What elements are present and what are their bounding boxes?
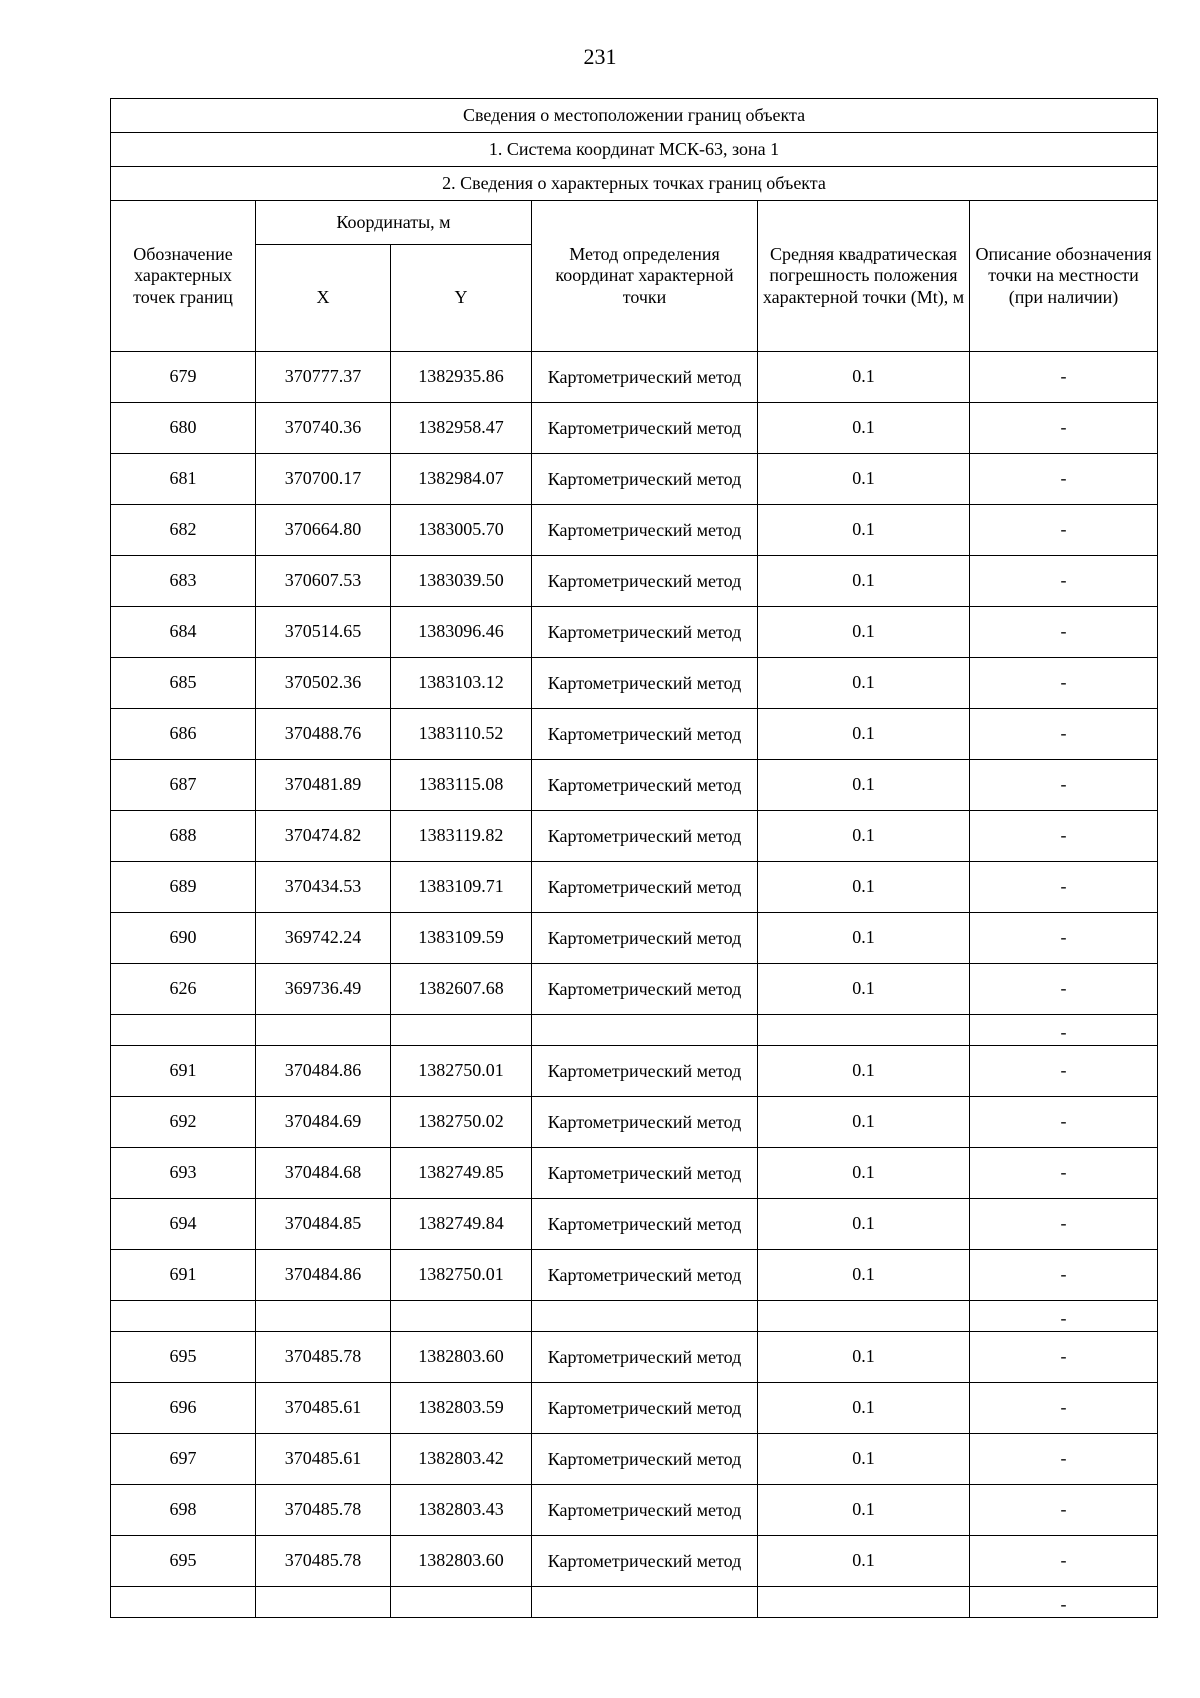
table-row	[111, 964, 1158, 1015]
error-cell: 0.1	[758, 454, 970, 505]
description-cell: -	[970, 556, 1158, 607]
x-coordinate-cell: 370485.61	[256, 1434, 391, 1485]
table-row	[111, 913, 1158, 964]
y-coordinate-cell: 1383096.46	[391, 607, 532, 658]
x-coordinate-cell: 370740.36	[256, 403, 391, 454]
point-cell: 680	[111, 403, 256, 454]
description-cell: -	[970, 607, 1158, 658]
y-coordinate-cell: 1382803.60	[391, 1536, 532, 1587]
y-coordinate-cell: 1382958.47	[391, 403, 532, 454]
description-cell: -	[970, 658, 1158, 709]
method-cell: Картометрический метод	[532, 709, 758, 760]
header-point: Обозначение характерных точек границ	[111, 201, 256, 352]
error-cell: 0.1	[758, 1485, 970, 1536]
y-coordinate-cell: 1382607.68	[391, 964, 532, 1015]
x-coordinate-cell: 370485.78	[256, 1485, 391, 1536]
y-coordinate-cell: 1383109.71	[391, 862, 532, 913]
description-cell: -	[970, 862, 1158, 913]
description-cell: -	[970, 1383, 1158, 1434]
x-coordinate-cell: 370514.65	[256, 607, 391, 658]
y-coordinate-cell: 1382750.01	[391, 1046, 532, 1097]
x-coordinate-cell: 369736.49	[256, 964, 391, 1015]
x-coordinate-cell: 369742.24	[256, 913, 391, 964]
point-cell: 696	[111, 1383, 256, 1434]
x-coordinate-cell	[256, 1587, 391, 1618]
y-coordinate-cell: 1382749.84	[391, 1199, 532, 1250]
error-cell: 0.1	[758, 1046, 970, 1097]
error-cell: 0.1	[758, 1199, 970, 1250]
y-coordinate-cell: 1382984.07	[391, 454, 532, 505]
point-cell: 690	[111, 913, 256, 964]
error-cell: 0.1	[758, 1097, 970, 1148]
method-cell: Картометрический метод	[532, 1250, 758, 1301]
method-cell: Картометрический метод	[532, 1046, 758, 1097]
x-coordinate-cell: 370700.17	[256, 454, 391, 505]
error-cell: 0.1	[758, 709, 970, 760]
description-cell: -	[970, 403, 1158, 454]
point-cell: 687	[111, 760, 256, 811]
y-coordinate-cell: 1383103.12	[391, 658, 532, 709]
table-row	[111, 1434, 1158, 1485]
description-cell: -	[970, 1148, 1158, 1199]
coordinate-system-row: 1. Система координат МСК-63, зона 1	[111, 133, 1158, 167]
description-cell: -	[970, 1434, 1158, 1485]
error-cell: 0.1	[758, 913, 970, 964]
table-body	[111, 352, 1158, 1618]
point-cell	[111, 1587, 256, 1618]
point-cell	[111, 1015, 256, 1046]
error-cell: 0.1	[758, 1383, 970, 1434]
error-cell: 0.1	[758, 352, 970, 403]
x-coordinate-cell: 370484.85	[256, 1199, 391, 1250]
error-cell: 0.1	[758, 1536, 970, 1587]
error-cell: 0.1	[758, 811, 970, 862]
description-cell: -	[970, 505, 1158, 556]
description-cell: -	[970, 1250, 1158, 1301]
table-row	[111, 1148, 1158, 1199]
method-cell	[532, 1015, 758, 1046]
table-row	[111, 1250, 1158, 1301]
x-coordinate-cell: 370664.80	[256, 505, 391, 556]
x-coordinate-cell: 370484.69	[256, 1097, 391, 1148]
description-cell: -	[970, 352, 1158, 403]
y-coordinate-cell: 1383115.08	[391, 760, 532, 811]
method-cell: Картометрический метод	[532, 658, 758, 709]
table-row	[111, 556, 1158, 607]
point-cell: 694	[111, 1199, 256, 1250]
method-cell: Картометрический метод	[532, 1332, 758, 1383]
table-row	[111, 1046, 1158, 1097]
description-cell: -	[970, 1046, 1158, 1097]
y-coordinate-cell: 1382750.01	[391, 1250, 532, 1301]
table-row	[111, 862, 1158, 913]
x-coordinate-cell: 370474.82	[256, 811, 391, 862]
point-cell: 685	[111, 658, 256, 709]
point-cell: 682	[111, 505, 256, 556]
point-cell: 689	[111, 862, 256, 913]
method-cell: Картометрический метод	[532, 352, 758, 403]
error-cell	[758, 1015, 970, 1046]
method-cell: Картометрический метод	[532, 913, 758, 964]
method-cell: Картометрический метод	[532, 1097, 758, 1148]
point-cell	[111, 1301, 256, 1332]
table-separator-row	[111, 1015, 1158, 1046]
point-cell: 697	[111, 1434, 256, 1485]
x-coordinate-cell: 370484.68	[256, 1148, 391, 1199]
description-cell: -	[970, 913, 1158, 964]
point-cell: 698	[111, 1485, 256, 1536]
table-separator-row	[111, 1587, 1158, 1618]
header-x: X	[256, 245, 391, 352]
table-row	[111, 658, 1158, 709]
point-cell: 695	[111, 1536, 256, 1587]
error-cell: 0.1	[758, 862, 970, 913]
description-cell: -	[970, 709, 1158, 760]
x-coordinate-cell: 370502.36	[256, 658, 391, 709]
header-y: Y	[391, 245, 532, 352]
point-cell: 695	[111, 1332, 256, 1383]
x-coordinate-cell: 370481.89	[256, 760, 391, 811]
description-cell: -	[970, 1097, 1158, 1148]
error-cell: 0.1	[758, 1148, 970, 1199]
point-cell: 691	[111, 1250, 256, 1301]
point-cell: 679	[111, 352, 256, 403]
description-cell: -	[970, 1485, 1158, 1536]
x-coordinate-cell: 370484.86	[256, 1046, 391, 1097]
point-cell: 693	[111, 1148, 256, 1199]
description-cell: -	[970, 1199, 1158, 1250]
method-cell: Картометрический метод	[532, 964, 758, 1015]
y-coordinate-cell: 1383039.50	[391, 556, 532, 607]
method-cell: Картометрический метод	[532, 1383, 758, 1434]
point-cell: 692	[111, 1097, 256, 1148]
point-cell: 681	[111, 454, 256, 505]
description-cell: -	[970, 1332, 1158, 1383]
table-row	[111, 1383, 1158, 1434]
description-cell: -	[970, 811, 1158, 862]
table-row	[111, 1536, 1158, 1587]
x-coordinate-cell: 370434.53	[256, 862, 391, 913]
method-cell: Картометрический метод	[532, 1485, 758, 1536]
y-coordinate-cell	[391, 1301, 532, 1332]
point-cell: 683	[111, 556, 256, 607]
x-coordinate-cell: 370607.53	[256, 556, 391, 607]
description-cell: -	[970, 1587, 1158, 1618]
error-cell: 0.1	[758, 607, 970, 658]
method-cell: Картометрический метод	[532, 403, 758, 454]
y-coordinate-cell: 1383005.70	[391, 505, 532, 556]
error-cell: 0.1	[758, 556, 970, 607]
method-cell: Картометрический метод	[532, 1199, 758, 1250]
table-row	[111, 760, 1158, 811]
boundary-coordinates-table	[110, 98, 1158, 1618]
table-row	[111, 1332, 1158, 1383]
y-coordinate-cell	[391, 1587, 532, 1618]
y-coordinate-cell	[391, 1015, 532, 1046]
error-cell: 0.1	[758, 964, 970, 1015]
header-method: Метод определения координат характерной точки	[532, 201, 758, 352]
table-row	[111, 1199, 1158, 1250]
error-cell: 0.1	[758, 505, 970, 556]
page-number: 231	[583, 44, 617, 69]
table-row	[111, 709, 1158, 760]
description-cell: -	[970, 1301, 1158, 1332]
x-coordinate-cell: 370484.86	[256, 1250, 391, 1301]
y-coordinate-cell: 1382749.85	[391, 1148, 532, 1199]
method-cell: Картометрический метод	[532, 1148, 758, 1199]
y-coordinate-cell: 1382803.43	[391, 1485, 532, 1536]
y-coordinate-cell: 1382935.86	[391, 352, 532, 403]
y-coordinate-cell: 1382803.60	[391, 1332, 532, 1383]
x-coordinate-cell: 370488.76	[256, 709, 391, 760]
table-row	[111, 352, 1158, 403]
table-row	[111, 607, 1158, 658]
table-title: Сведения о местоположении границ объекта	[111, 99, 1158, 133]
header-description: Описание обозначения точки на местности (при наличии)	[970, 201, 1158, 352]
error-cell: 0.1	[758, 658, 970, 709]
description-cell: -	[970, 1536, 1158, 1587]
error-cell: 0.1	[758, 1332, 970, 1383]
point-cell: 626	[111, 964, 256, 1015]
table-separator-row	[111, 1301, 1158, 1332]
y-coordinate-cell: 1382803.42	[391, 1434, 532, 1485]
point-cell: 688	[111, 811, 256, 862]
error-cell: 0.1	[758, 760, 970, 811]
method-cell	[532, 1301, 758, 1332]
x-coordinate-cell	[256, 1015, 391, 1046]
description-cell: -	[970, 964, 1158, 1015]
method-cell: Картометрический метод	[532, 1434, 758, 1485]
table-row	[111, 1097, 1158, 1148]
error-cell	[758, 1301, 970, 1332]
description-cell: -	[970, 1015, 1158, 1046]
x-coordinate-cell: 370485.78	[256, 1332, 391, 1383]
point-cell: 691	[111, 1046, 256, 1097]
table-row	[111, 454, 1158, 505]
y-coordinate-cell: 1383109.59	[391, 913, 532, 964]
error-cell	[758, 1587, 970, 1618]
method-cell: Картометрический метод	[532, 454, 758, 505]
x-coordinate-cell: 370485.78	[256, 1536, 391, 1587]
point-cell: 686	[111, 709, 256, 760]
x-coordinate-cell	[256, 1301, 391, 1332]
method-cell: Картометрический метод	[532, 607, 758, 658]
method-cell: Картометрический метод	[532, 1536, 758, 1587]
table-row	[111, 403, 1158, 454]
section-heading-row: 2. Сведения о характерных точках границ объекта	[111, 167, 1158, 201]
description-cell: -	[970, 454, 1158, 505]
y-coordinate-cell: 1382803.59	[391, 1383, 532, 1434]
header-coordinates: Координаты, м	[256, 201, 532, 245]
x-coordinate-cell: 370485.61	[256, 1383, 391, 1434]
method-cell: Картометрический метод	[532, 862, 758, 913]
method-cell: Картометрический метод	[532, 760, 758, 811]
method-cell: Картометрический метод	[532, 556, 758, 607]
method-cell: Картометрический метод	[532, 811, 758, 862]
point-cell: 684	[111, 607, 256, 658]
y-coordinate-cell: 1382750.02	[391, 1097, 532, 1148]
header-error: Средняя квадратическая погрешность положения характерной точки (Mt), м	[758, 201, 970, 352]
error-cell: 0.1	[758, 1250, 970, 1301]
y-coordinate-cell: 1383119.82	[391, 811, 532, 862]
method-cell: Картометрический метод	[532, 505, 758, 556]
table-row	[111, 1485, 1158, 1536]
table-row	[111, 505, 1158, 556]
y-coordinate-cell: 1383110.52	[391, 709, 532, 760]
description-cell: -	[970, 760, 1158, 811]
x-coordinate-cell: 370777.37	[256, 352, 391, 403]
error-cell: 0.1	[758, 1434, 970, 1485]
table-row	[111, 811, 1158, 862]
method-cell	[532, 1587, 758, 1618]
error-cell: 0.1	[758, 403, 970, 454]
